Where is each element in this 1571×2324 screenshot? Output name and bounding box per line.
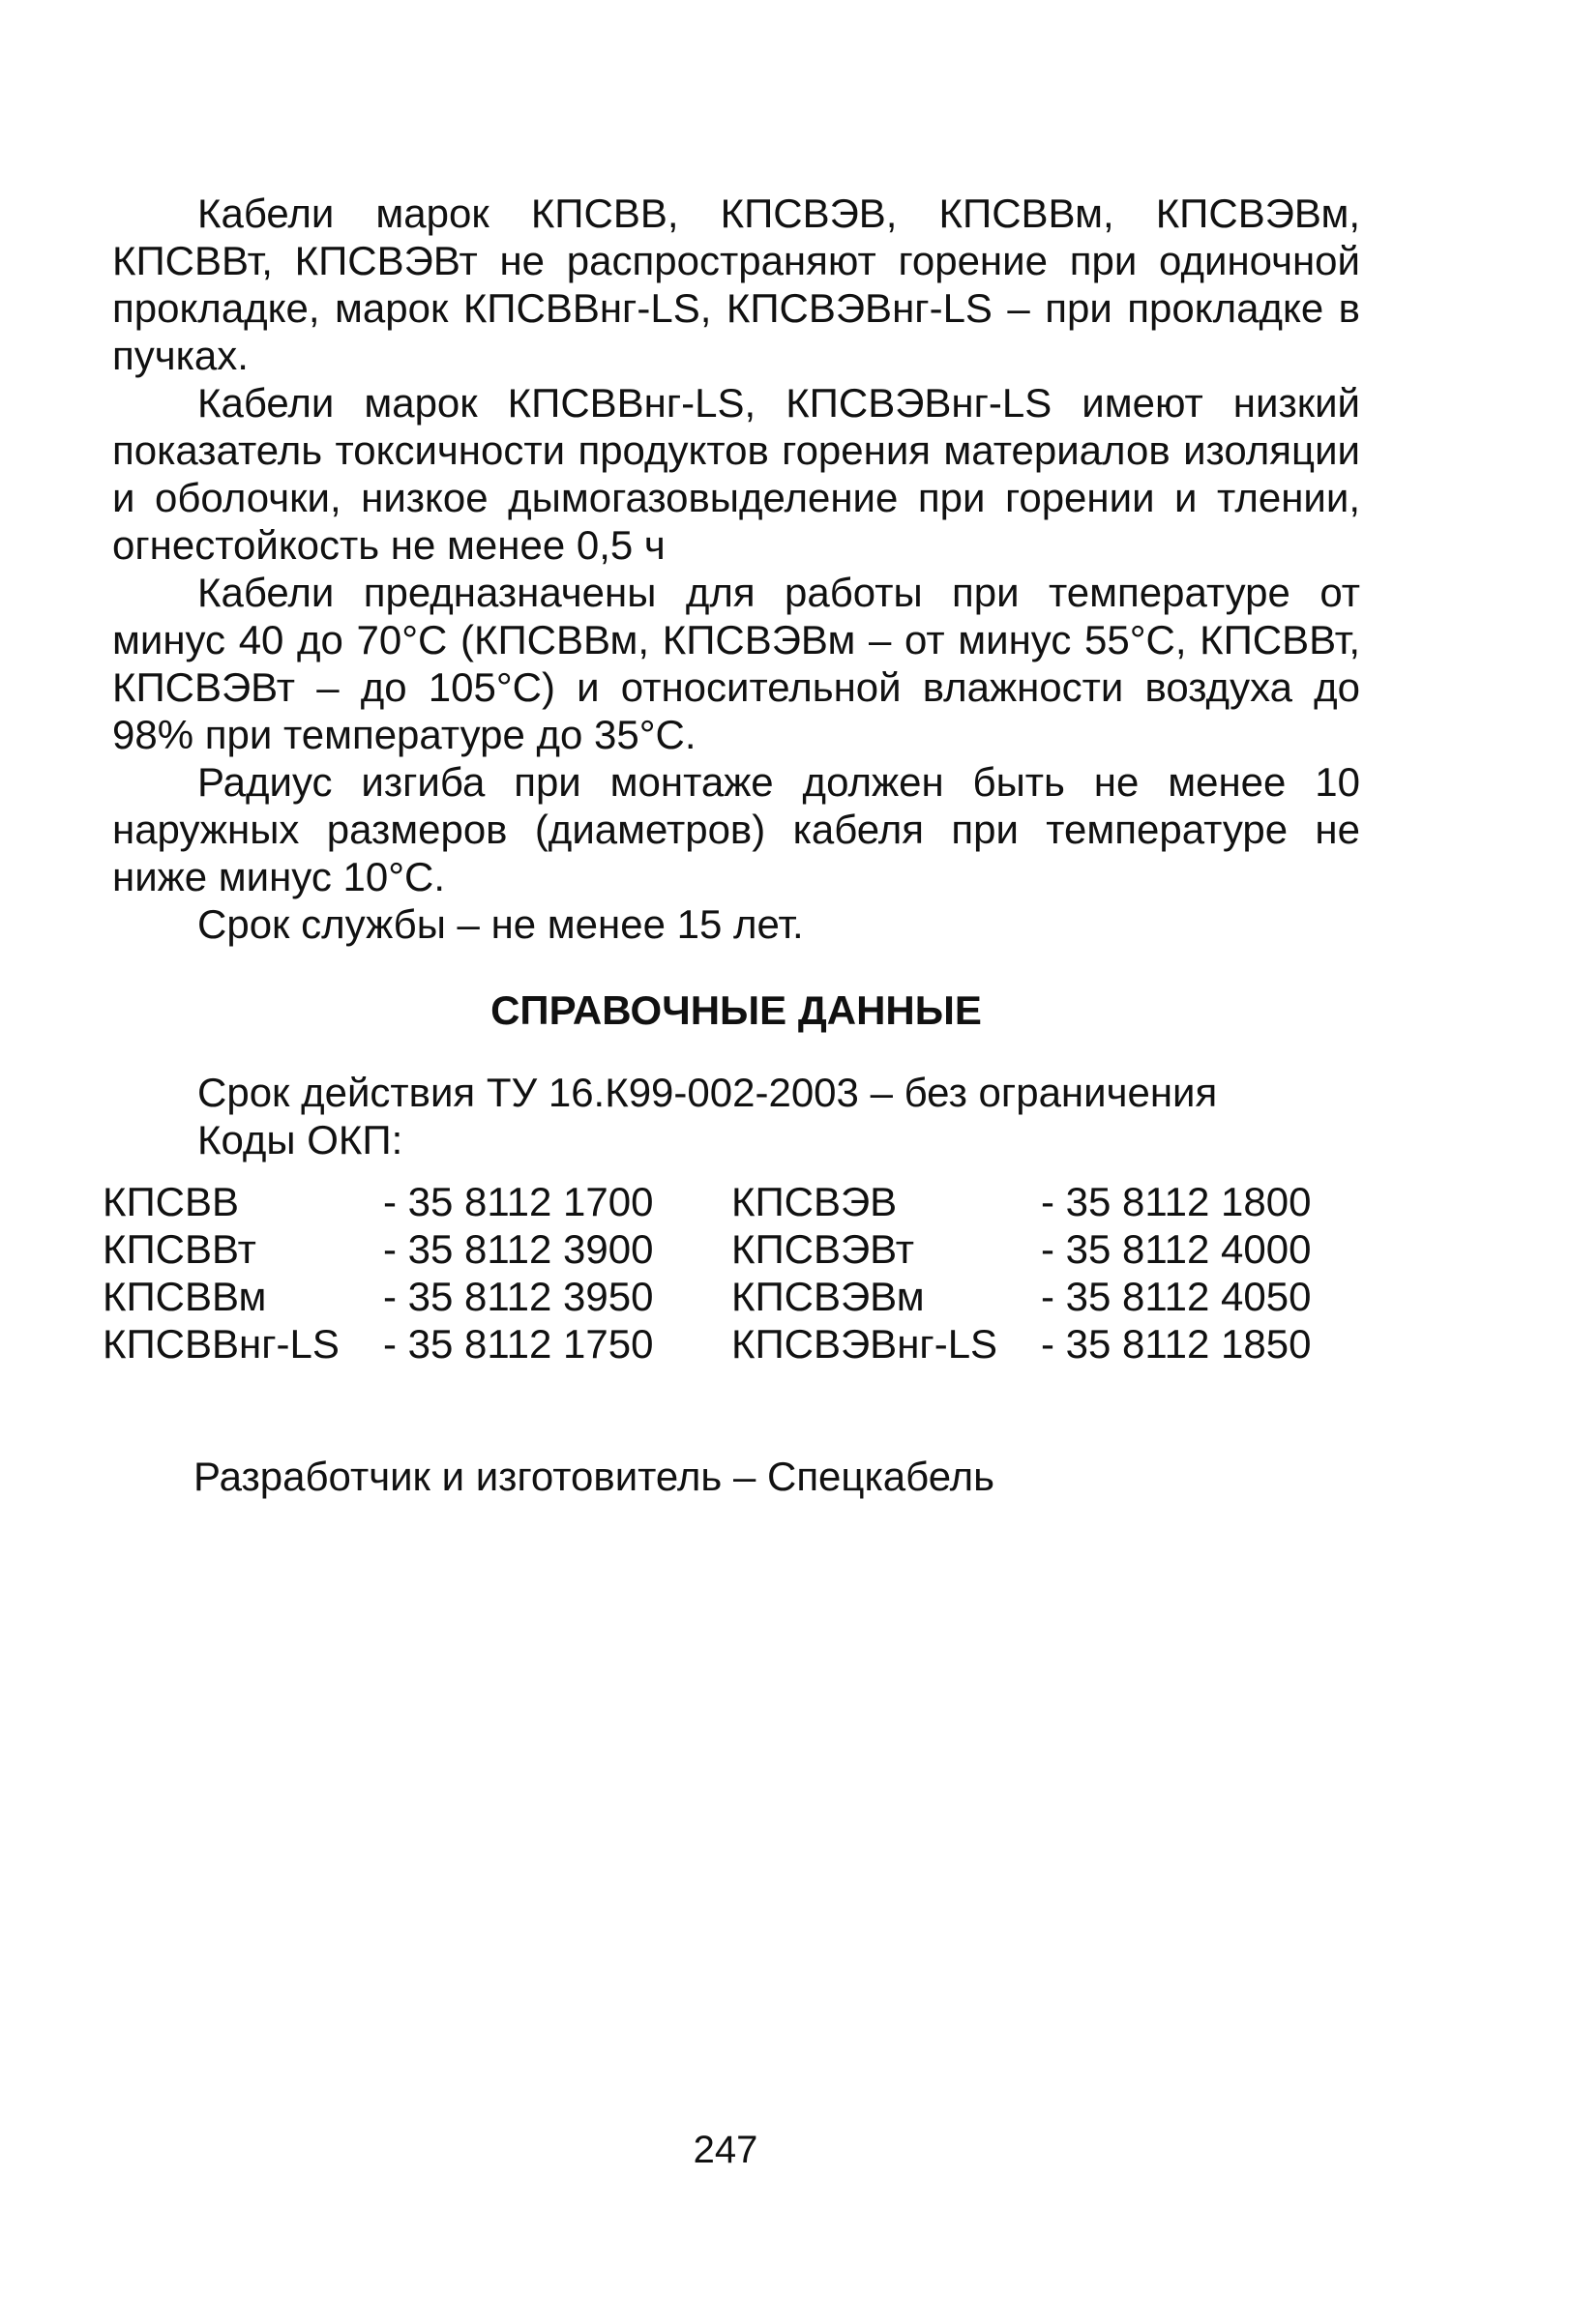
body-text	[112, 190, 1360, 1163]
cable-name: КПСВЭВм	[731, 1274, 925, 1319]
paragraph-bend-radius: Радиус изгиба при монтаже должен быть не менее 10 наружных размеров (диаметров) кабеля при температуре не ниже минус 10°С.	[112, 759, 1360, 899]
okp-code: - 35 8112 1800	[1041, 1179, 1312, 1224]
paragraph-toxicity: Кабели марок КПСВВнг-LS, КПСВЭВнг-LS имеют низкий показатель токсичности продуктов горения материалов изоляции и оболочки, низкое дымогазовыделение при горении и тлении, огнестойкость не менее 0,5 ч	[112, 380, 1360, 568]
okp-code: - 35 8112 4000	[1041, 1226, 1312, 1272]
okp-code: - 35 8112 3950	[383, 1274, 654, 1319]
okp-code: - 35 8112 4050	[1041, 1274, 1312, 1319]
table-row	[103, 1273, 1331, 1320]
okp-code: - 35 8112 3900	[383, 1226, 654, 1272]
table-row	[103, 1225, 1331, 1273]
developer-line: Разработчик и изготовитель – Спецкабель	[193, 1454, 995, 1499]
paragraph-flammability: Кабели марок КПСВВ, КПСВЭВ, КПСВВм, КПСВЭВм, КПСВВт, КПСВЭВт не распространяют горение при одиночной прокладке, марок КПСВВнг-LS, КПСВЭВнг-LS – при прокладке в пучках.	[112, 191, 1360, 378]
okp-code: - 35 8112 1850	[1041, 1321, 1312, 1367]
okp-codes-table	[103, 1178, 1331, 1368]
validity-line: Срок действия ТУ 16.К99-002-2003 – без ограничения	[197, 1070, 1218, 1115]
okp-codes-label: Коды ОКП:	[197, 1117, 403, 1162]
okp-code: - 35 8112 1700	[383, 1179, 654, 1224]
table-row	[103, 1178, 1331, 1225]
cable-name: КПСВЭВт	[731, 1226, 915, 1272]
page-number: 247	[693, 2129, 758, 2171]
okp-code: - 35 8112 1750	[383, 1321, 654, 1367]
cable-name: КПСВВм	[103, 1274, 267, 1319]
cable-name: КПСВВнг-LS	[103, 1321, 340, 1367]
cable-name: КПСВВ	[103, 1179, 240, 1224]
cable-name: КПСВЭВ	[731, 1179, 898, 1224]
paragraph-service-life: Срок службы – не менее 15 лет.	[197, 901, 804, 947]
cable-name: КПСВВт	[103, 1226, 256, 1272]
section-heading-reference: СПРАВОЧНЫЕ ДАННЫЕ	[490, 987, 982, 1033]
table-row	[103, 1320, 1331, 1368]
cable-name: КПСВЭВнг-LS	[731, 1321, 998, 1367]
paragraph-temperature: Кабели предназначены для работы при температуре от минус 40 до 70°С (КПСВВм, КПСВЭВм – от минус 55°С, КПСВВт, КПСВЭВт – до 105°С) и относительной влажности воздуха до 98% при температуре до 35°С.	[112, 570, 1360, 757]
